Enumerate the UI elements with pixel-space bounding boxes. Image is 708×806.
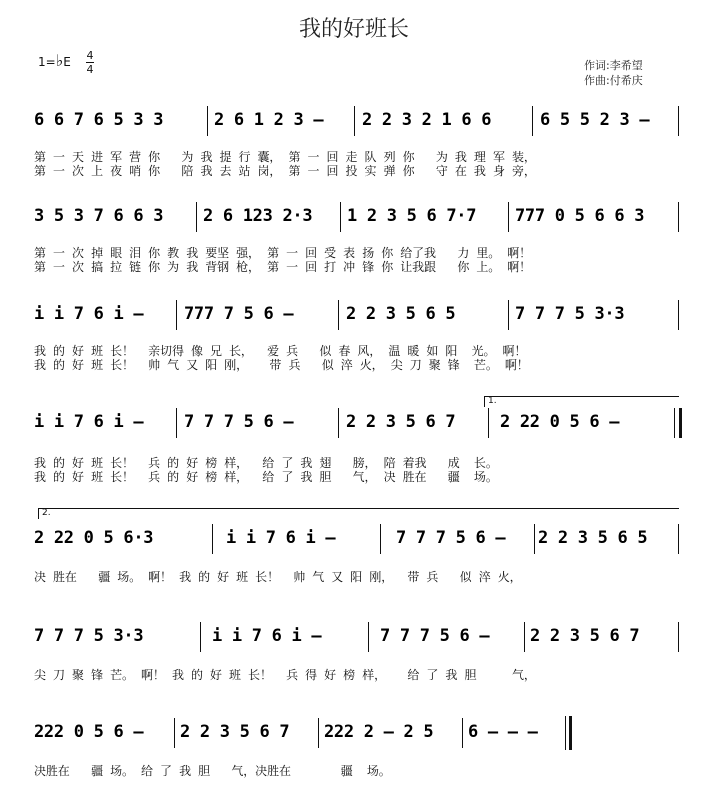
notes-row-1-measure-4: 6 5 5 2 3 – [540,110,650,130]
lyrics-row-6: 尖 刀 聚 锋 芒。 啊！ 我 的 好 班 长！ 兵 得 好 榜 样， 给 了 我 胆 气， [34,668,536,682]
barline [340,202,341,232]
notes-row-7-measure-3: 222 2 – 2 5 [324,722,434,742]
barline [196,202,197,232]
song-title: 我的好班长 [298,17,409,42]
barline [678,300,679,330]
lyrics-row-5: 决 胜在 疆 场。 啊！ 我 的 好 班 长！ 帅 气 又 阳 刚， 带 兵 似 淬 火， [34,570,522,584]
key-signature [38,51,71,70]
flat-symbol: ♭ [55,51,64,70]
repeat-barline [679,408,682,438]
composer-credit: 作曲:付希庆 [584,74,643,87]
notes-row-3-measure-1: i i 7 6 i – [34,304,144,324]
barline [354,106,355,136]
barline [176,408,177,438]
notes-row-4-measure-1: i i 7 6 i – [34,412,144,432]
notes-row-4-measure-2: 7 7 7 5 6 – [184,412,294,432]
barline [174,718,175,748]
barline [318,718,319,748]
notes-row-6-measure-1: 7 7 7 5 3·3 [34,626,144,646]
volta-second-label: 2. [42,508,51,518]
lyrics-row-7: 决胜在 疆 场。 给 了 我 胆 气，决胜在 疆 场。 [34,764,391,778]
barline [207,106,208,136]
lyrics-row-4-verse-1: 我 的 好 班 长！ 兵 的 好 榜 样， 给 了 我 翅 膀， 陪 着我 成 长。 [34,456,498,470]
lyrics-row-3-verse-2: 我 的 好 班 长！ 帅 气 又 阳 刚， 带 兵 似 淬 火， 尖 刀 聚 锋 芒。 啊！ [34,358,529,372]
barline [508,300,509,330]
lyrics-row-2-verse-2: 第 一 次 搞 拉 链 你 为 我 背钢 枪， 第 一 回 打 冲 锋 你 让我跟 你 上。 啊！ [34,260,532,274]
notes-row-7-measure-4: 6 – – – [468,722,538,742]
time-signature-top: 4 [86,49,94,62]
barline [212,524,213,554]
notes-row-2-measure-1: 3 5 3 7 6 6 3 [34,206,164,226]
lyrics-row-3-verse-1: 我 的 好 班 长！ 亲切得 像 兄 长， 爱 兵 似 春 风， 温 暖 如 阳 光。 啊！ [34,344,527,358]
notes-row-5-measure-1: 2 22 0 5 6·3 [34,528,154,548]
notes-row-5-measure-2: i i 7 6 i – [226,528,336,548]
notes-row-3-measure-2: 777 7 5 6 – [184,304,294,324]
volta-first-label: 1. [488,396,497,406]
lyricist-credit: 作词:李希望 [584,59,643,72]
time-signature-bottom: 4 [86,63,94,76]
volta-second-bracket [38,508,679,519]
notes-row-2-measure-2: 2 6 123 2·3 [203,206,313,226]
barline [380,524,381,554]
barline [532,106,533,136]
volta-first-bracket [484,396,679,407]
notes-row-7-measure-2: 2 2 3 5 6 7 [180,722,290,742]
notes-row-1-measure-1: 6 6 7 6 5 3 3 [34,110,164,130]
barline [524,622,525,652]
final-barline-thin [565,716,566,750]
notes-row-6-measure-3: 7 7 7 5 6 – [380,626,490,646]
notes-row-2-measure-3: 1 2 3 5 6 7·7 [347,206,477,226]
lyrics-row-1-verse-1: 第 一 天 进 军 营 你 为 我 提 行 囊， 第 一 回 走 队 列 你 为 我 理 军 装， [34,150,536,164]
notes-row-2-measure-4: 777 0 5 6 6 3 [515,206,645,226]
lyrics-row-1-verse-2: 第 一 次 上 夜 哨 你 陪 我 去 站 岗， 第 一 回 投 实 弹 你 守 在 我 身 旁， [34,164,536,178]
barline [200,622,201,652]
key-prefix: 1= [38,55,56,69]
barline [678,202,679,232]
notes-row-5-measure-4: 2 2 3 5 6 5 [538,528,648,548]
barline [678,106,679,136]
notes-row-7-measure-1: 222 0 5 6 – [34,722,144,742]
notes-row-3-measure-3: 2 2 3 5 6 5 [346,304,456,324]
notes-row-6-measure-2: i i 7 6 i – [212,626,322,646]
barline [534,524,535,554]
notes-row-5-measure-3: 7 7 7 5 6 – [396,528,506,548]
notes-row-4-measure-3: 2 2 3 5 6 7 [346,412,456,432]
notes-row-6-measure-4: 2 2 3 5 6 7 [530,626,640,646]
time-signature [86,50,94,75]
lyrics-row-4-verse-2: 我 的 好 班 长！ 兵 的 好 榜 样， 给 了 我 胆 气， 决 胜在 疆 场。 [34,470,498,484]
barline [678,622,679,652]
barline [338,408,339,438]
final-barline-thick [569,716,572,750]
notes-row-1-measure-3: 2 2 3 2 1 6 6 [362,110,492,130]
notes-row-1-measure-2: 2 6 1 2 3 – [214,110,324,130]
key-note: E [63,55,71,69]
barline [176,300,177,330]
barline [678,524,679,554]
notes-row-3-measure-4: 7 7 7 5 3·3 [515,304,625,324]
barline [488,408,489,438]
barline [674,408,675,438]
barline [508,202,509,232]
barline [368,622,369,652]
barline [338,300,339,330]
notes-row-4-measure-4: 2 22 0 5 6 – [500,412,620,432]
credits [584,58,643,88]
barline [462,718,463,748]
lyrics-row-2-verse-1: 第 一 次 掉 眼 泪 你 教 我 要坚 强， 第 一 回 受 表 扬 你 给了我 力 里。 啊！ [34,246,532,260]
